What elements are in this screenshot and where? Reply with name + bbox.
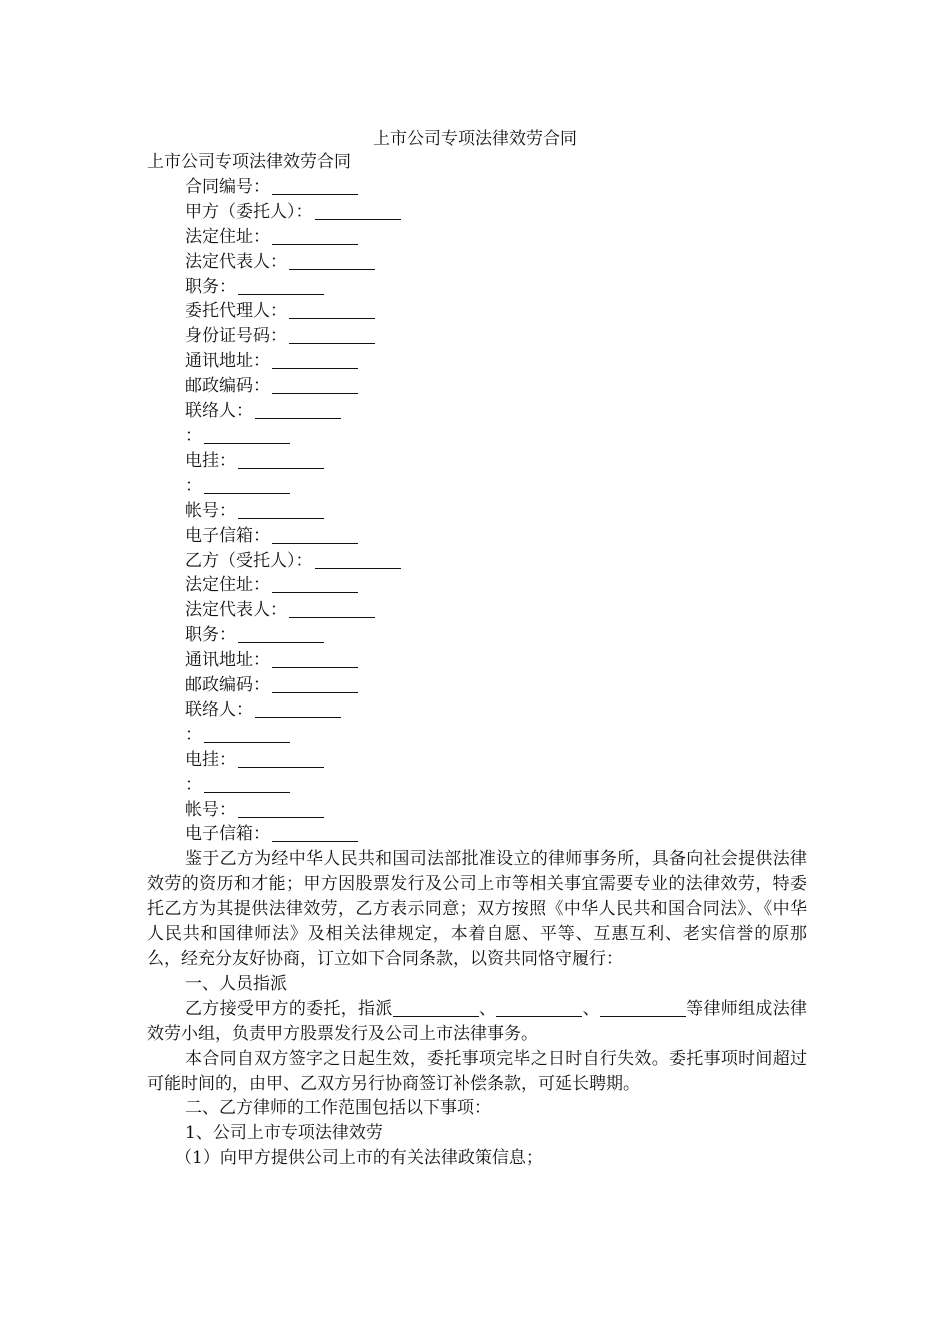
contract-field xyxy=(147,549,807,574)
field-blank-line xyxy=(238,750,324,768)
field-blank-line xyxy=(204,725,290,743)
field-label: 通讯地址： xyxy=(185,351,270,372)
contract-field xyxy=(147,623,807,648)
contract-field xyxy=(147,175,807,200)
field-label: 联络人： xyxy=(185,699,253,720)
field-blank-line xyxy=(255,401,341,419)
field-label: 邮政编码： xyxy=(185,376,270,397)
field-label: 帐号： xyxy=(185,799,236,820)
section-1-paragraph-1 xyxy=(147,997,807,1047)
field-label: 职务： xyxy=(185,625,236,646)
field-blank-line xyxy=(255,700,341,718)
field-blank-line xyxy=(238,451,324,469)
field-label: 身份证号码： xyxy=(185,326,287,347)
field-blank-line xyxy=(289,326,375,344)
contract-field xyxy=(147,673,807,698)
field-blank-line xyxy=(272,227,358,245)
field-blank-line xyxy=(289,301,375,319)
field-label: 乙方（受托人）： xyxy=(185,550,313,571)
field-label: 职务： xyxy=(185,276,236,297)
contract-field xyxy=(147,524,807,549)
contract-field xyxy=(147,250,807,275)
contract-field xyxy=(147,299,807,324)
field-label: 委托代理人： xyxy=(185,301,287,322)
field-label: 电挂： xyxy=(185,450,236,471)
lawyer-name-blank-2 xyxy=(496,999,582,1017)
contract-field xyxy=(147,598,807,623)
section-1-text-b: 等律师组成法律效劳小组，负责甲方股票发行及公司上市法律事务。 xyxy=(147,998,808,1044)
field-label: ： xyxy=(185,475,202,496)
field-blank-line xyxy=(272,526,358,544)
field-blank-line xyxy=(238,625,324,643)
contract-fields xyxy=(147,175,807,847)
contract-field xyxy=(147,474,807,499)
field-label: 联络人： xyxy=(185,401,253,422)
contract-field xyxy=(147,723,807,748)
separator: 、 xyxy=(582,998,600,1019)
preamble-paragraph: 鉴于乙方为经中华人民共和国司法部批准设立的律师事务所，具备向社会提供法律效劳的资历和才能；甲方因股票发行及公司上市等相关事宜需要专业的法律效劳，特委托乙方为其提供法律效劳，乙方表示同意；双方按照《中华人民共和国合同法》、《中华人民共和国律师法》及相关法律规定，本着自愿、平等、互惠互利、老实信誉的原那么，经充分友好协商，订立如下合同条款，以资共同恪守履行： xyxy=(147,849,807,969)
field-label: 帐号： xyxy=(185,500,236,521)
document-heading: 上市公司专项法律效劳合同 xyxy=(147,152,351,172)
section-1-text-a: 乙方接受甲方的委托，指派 xyxy=(185,998,393,1019)
section-2-title: 二、乙方律师的工作范围包括以下事项： xyxy=(185,1098,491,1119)
field-label: 电子信箱： xyxy=(185,824,270,845)
contract-field xyxy=(147,200,807,225)
field-label: 法定代表人： xyxy=(185,600,287,621)
field-blank-line xyxy=(315,551,401,569)
section-1-paragraph-2: 本合同自双方签字之日起生效，委托事项完毕之日时自行失效。委托事项时间超过可能时间的，由甲、乙双方另行协商签订补偿条款，可延长聘期。 xyxy=(147,1048,807,1094)
field-blank-line xyxy=(289,600,375,618)
contract-field xyxy=(147,748,807,773)
contract-field xyxy=(147,324,807,349)
contract-field xyxy=(147,822,807,847)
field-blank-line xyxy=(272,376,358,394)
field-label: 电子信箱： xyxy=(185,525,270,546)
field-label: 电挂： xyxy=(185,749,236,770)
field-label: ： xyxy=(185,774,202,795)
contract-field xyxy=(147,399,807,424)
field-label: 通讯地址： xyxy=(185,650,270,671)
field-label: 邮政编码： xyxy=(185,675,270,696)
contract-field xyxy=(147,449,807,474)
field-blank-line xyxy=(272,824,358,842)
field-blank-line xyxy=(272,575,358,593)
field-blank-line xyxy=(272,650,358,668)
field-label: 法定住址： xyxy=(185,575,270,596)
section-1-title: 一、人员指派 xyxy=(185,973,287,994)
contract-field xyxy=(147,773,807,798)
field-label: ： xyxy=(185,724,202,745)
field-blank-line xyxy=(272,177,358,195)
contract-field xyxy=(147,424,807,449)
field-blank-line xyxy=(238,800,324,818)
contract-field xyxy=(147,275,807,300)
field-label: 甲方（委托人）： xyxy=(185,201,313,222)
field-blank-line xyxy=(315,202,401,220)
contract-field xyxy=(147,499,807,524)
contract-field xyxy=(147,374,807,399)
lawyer-name-blank-3 xyxy=(600,999,686,1017)
field-blank-line xyxy=(238,277,324,295)
document-title: 上市公司专项法律效劳合同 xyxy=(373,129,577,149)
field-blank-line xyxy=(238,501,324,519)
item-1: 1、公司上市专项法律效劳 xyxy=(185,1123,383,1144)
lawyer-name-blank-1 xyxy=(393,999,479,1017)
contract-field xyxy=(147,573,807,598)
field-blank-line xyxy=(272,351,358,369)
field-blank-line xyxy=(204,426,290,444)
document-body xyxy=(147,150,807,1171)
field-label: ： xyxy=(185,425,202,446)
item-1-1: （1）向甲方提供公司上市的有关法律政策信息； xyxy=(175,1148,543,1169)
field-label: 法定代表人： xyxy=(185,251,287,272)
contract-field xyxy=(147,648,807,673)
field-label: 合同编号： xyxy=(185,176,270,197)
field-blank-line xyxy=(204,775,290,793)
field-blank-line xyxy=(204,476,290,494)
separator: 、 xyxy=(478,998,497,1019)
contract-field xyxy=(147,798,807,823)
contract-field xyxy=(147,225,807,250)
field-blank-line xyxy=(289,252,375,270)
field-blank-line xyxy=(272,675,358,693)
field-label: 法定住址： xyxy=(185,226,270,247)
contract-field xyxy=(147,698,807,723)
contract-field xyxy=(147,349,807,374)
